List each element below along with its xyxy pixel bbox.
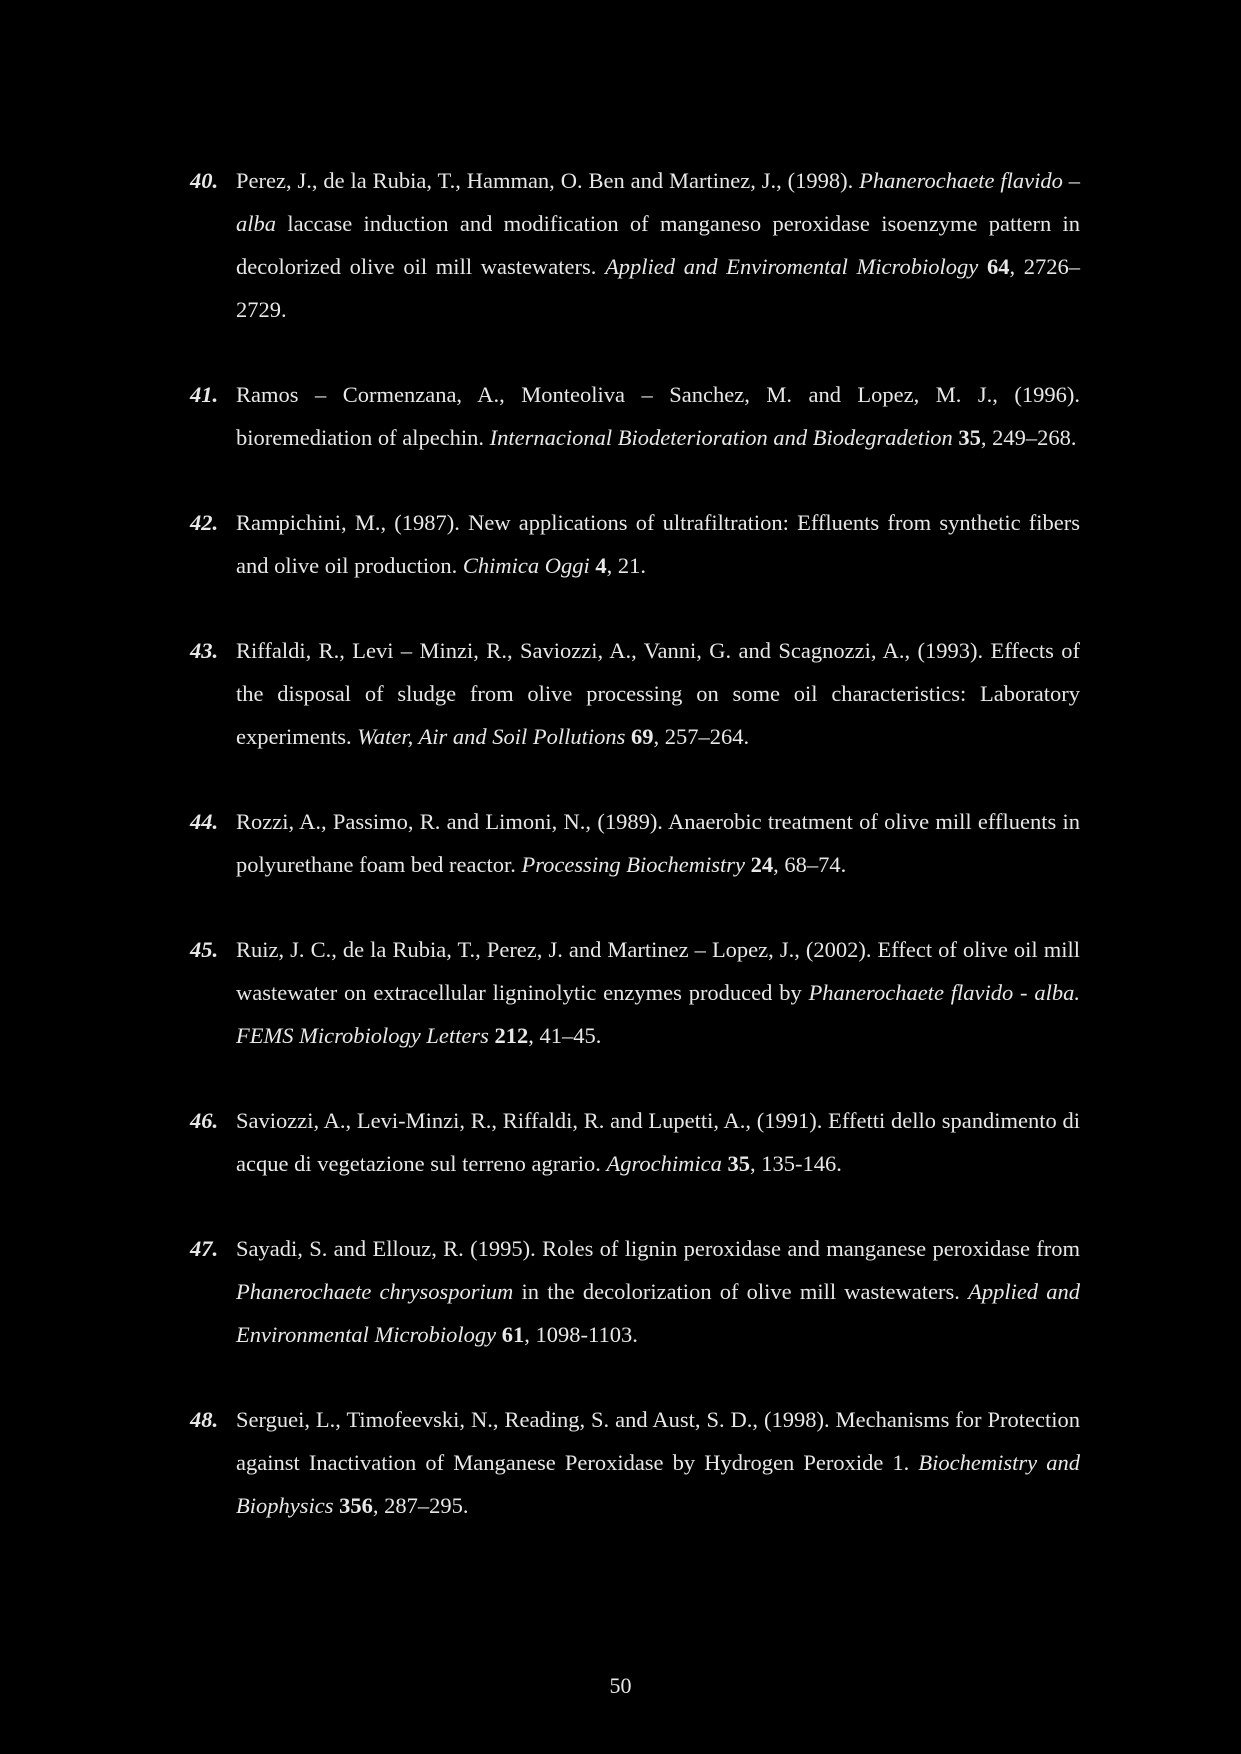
reference-pages: , 249–268. [980, 425, 1077, 450]
reference-authors: Rozzi, A., Passimo, R. and Limoni, N., (1989). [236, 809, 668, 834]
reference-authors: Rampichini, M., (1987). [236, 510, 469, 535]
reference-pages: , 1098-1103. [524, 1322, 638, 1347]
reference-volume: 4 [595, 553, 607, 578]
reference-pages: , 68–74. [773, 852, 847, 877]
reference-journal: Biochemistry and Biophysics [236, 1450, 1080, 1518]
reference-number: 47. [190, 1236, 219, 1261]
reference-item [190, 928, 1080, 1057]
reference-title: Effects of the disposal of sludge from olive processing on some oil characteristics: Laboratory experiments. [236, 638, 1081, 749]
reference-pages: , 257–264. [653, 724, 750, 749]
reference-item [190, 800, 1080, 886]
reference-title: laccase induction and modification of manganeso peroxidase isoenzyme pattern in decolorized olive oil mill wastewaters. [236, 211, 1080, 279]
reference-volume: 64 [986, 254, 1010, 279]
reference-number: 45. [190, 937, 219, 962]
reference-number: 41. [190, 382, 219, 407]
reference-title: Roles of lignin peroxidase and manganese peroxidase from [542, 1236, 1081, 1261]
reference-item [190, 629, 1080, 758]
reference-title-cont: in the decolorization of olive mill wastewaters. [513, 1279, 969, 1304]
reference-journal: Agrochimica [606, 1151, 722, 1176]
reference-pages: , 21. [606, 553, 646, 578]
reference-volume: 61 [501, 1322, 525, 1347]
reference-journal: FEMS Microbiology Letters [236, 1023, 489, 1048]
reference-pages: , 135-146. [749, 1151, 842, 1176]
reference-volume: 69 [631, 724, 654, 749]
reference-volume: 35 [958, 425, 981, 450]
reference-species: Phanerochaete flavido – alba [236, 168, 1080, 236]
reference-item [190, 159, 1080, 331]
reference-title: Anaerobic treatment of olive mill effluents in polyurethane foam bed reactor. [236, 809, 1080, 877]
reference-item [190, 1398, 1080, 1527]
reference-item [190, 1227, 1080, 1356]
reference-authors: Riffaldi, R., Levi – Minzi, R., Saviozzi, A., Vanni, G. and Scagnozzi, A., (1993). [236, 638, 991, 663]
reference-pages: , 41–45. [528, 1023, 602, 1048]
reference-item [190, 373, 1080, 459]
reference-pages: , 287–295. [372, 1493, 469, 1518]
reference-title: bioremediation of alpechin. [236, 425, 490, 450]
reference-item [190, 501, 1080, 587]
reference-volume: 356 [339, 1493, 373, 1518]
reference-authors: Saviozzi, A., Levi-Minzi, R., Riffaldi, R. and Lupetti, A., (1991). [236, 1108, 829, 1133]
reference-pages: , 2726–2729. [236, 254, 1081, 322]
reference-title: Effect of olive oil mill wastewater on extracellular ligninolytic enzymes produced by [236, 937, 1080, 1005]
reference-species: Phanerochaete flavido - alba. [808, 980, 1080, 1005]
reference-journal: Processing Biochemistry [521, 852, 746, 877]
reference-journal: Chimica Oggi [462, 553, 590, 578]
reference-journal: Applied and Environmental Microbiology [236, 1279, 1081, 1347]
reference-species: Phanerochaete chrysosporium [236, 1279, 514, 1304]
reference-authors: Ruiz, J. C., de la Rubia, T., Perez, J. and Martinez – Lopez, J., (2002). [236, 937, 878, 962]
reference-title: Mechanisms for Protection against Inactivation of Manganese Peroxidase by Hydrogen Peroxide 1. [236, 1407, 1080, 1475]
reference-authors: Perez, J., de la Rubia, T., Hamman, O. Ben and Martinez, J., (1998). [236, 168, 860, 193]
reference-number: 46. [190, 1108, 219, 1133]
reference-item [190, 1099, 1080, 1185]
reference-authors: Serguei, L., Timofeevski, N., Reading, S. and Aust, S. D., (1998). [236, 1407, 836, 1432]
reference-number: 48. [190, 1407, 219, 1432]
reference-volume: 35 [727, 1151, 750, 1176]
reference-authors: Sayadi, S. and Ellouz, R. (1995). [236, 1236, 543, 1261]
reference-journal: Water, Air and Soil Pollutions [357, 724, 626, 749]
reference-volume: 212 [494, 1023, 529, 1048]
reference-journal: Internacional Biodeterioration and Biodegradetion [489, 425, 953, 450]
reference-number: 44. [190, 809, 219, 834]
reference-title: New applications of ultrafiltration: Effluents from synthetic fibers and olive oil production. [236, 510, 1080, 578]
reference-list [190, 159, 1080, 1569]
reference-authors: Ramos – Cormenzana, A., Monteoliva – Sanchez, M. and Lopez, M. J., (1996). [236, 382, 1080, 407]
reference-number: 43. [190, 638, 219, 663]
reference-journal: Applied and Enviromental Microbiology [605, 254, 979, 279]
reference-volume: 24 [750, 852, 774, 877]
reference-number: 42. [190, 510, 219, 535]
reference-title: Effetti dello spandimento di acque di vegetazione sul terreno agrario. [236, 1108, 1080, 1176]
reference-number: 40. [190, 168, 219, 193]
page-number: 50 [609, 1673, 632, 1698]
